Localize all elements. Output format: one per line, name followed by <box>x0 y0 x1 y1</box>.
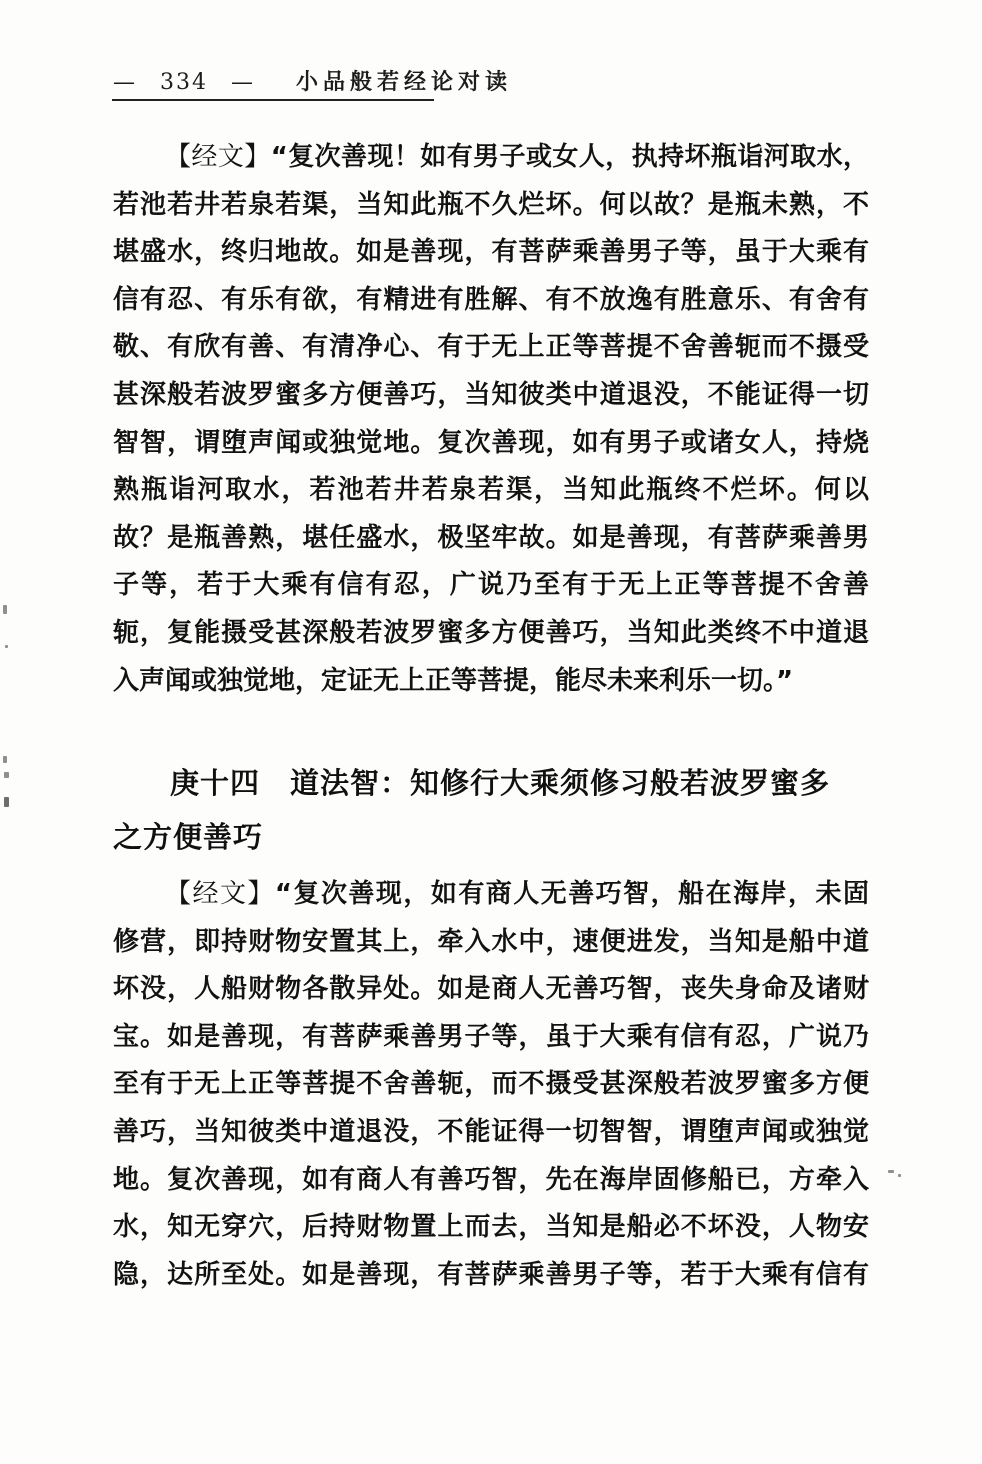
text-line: 入声闻或独觉地，定证无上正等菩提，能尽未来利乐一切。” <box>113 665 794 696</box>
scan-speck <box>3 756 7 763</box>
text-line-content: “复次善现！如有男子或女人，执持坏瓶诣河取水， <box>270 142 869 172</box>
text-line: 修营，即持财物安置其上，牵入水中，速便进发，当知是船中道 <box>113 926 869 957</box>
scan-speck <box>5 645 8 648</box>
section-heading <box>113 756 875 864</box>
text-line: 宝。如是善现，有菩萨乘善男子等，虽于大乘有信有忍，广说乃 <box>113 1021 869 1052</box>
text-line: 坏没，人船财物各散异处。如是商人无善巧智，丧失身命及诸财 <box>113 974 869 1005</box>
text-line: 隐，达所至处。如是善现，有菩萨乘善男子等，若于大乘有信有 <box>113 1259 869 1290</box>
scan-speck <box>888 1170 894 1173</box>
book-title: 小品般若经论对读 <box>295 69 512 95</box>
text-line: 若池若井若泉若渠，当知此瓶不久烂坏。何以故？是瓶未熟，不 <box>113 189 869 220</box>
text-line: 轭，复能摄受甚深般若波罗蜜多方便善巧，当知此类终不中道退 <box>113 617 869 648</box>
text-line: 地。复次善现，如有商人有善巧智，先在海岸固修船已，方牵入 <box>113 1164 869 1195</box>
text-line: 子等，若于大乘有信有忍，广说乃至有于无上正等菩提不舍善 <box>113 570 869 601</box>
section-heading-line-2: 之方便善巧 <box>113 820 264 854</box>
text-line: 熟瓶诣河取水，若池若井若泉若渠，当知此瓶终不烂坏。何以 <box>113 475 869 506</box>
text-line: 堪盛水，终归地故。如是善现，有菩萨乘善男子等，虽于大乘有 <box>113 237 869 268</box>
text-line: 善巧，当知彼类中道退没，不能证得一切智智，谓堕声闻或独觉 <box>113 1116 869 1147</box>
text-line: 故？是瓶善熟，堪任盛水，极坚牢故。如是善现，有菩萨乘善男 <box>113 522 869 553</box>
page-number: — 334 — <box>113 70 255 95</box>
page-header <box>113 68 873 97</box>
sutra-paragraph-2 <box>113 871 869 1299</box>
section-heading-line-1: 庚十四 道法智：知修行大乘须修习般若波罗蜜多 <box>170 766 831 800</box>
scan-speck <box>898 1174 901 1177</box>
scripture-label: 【经文】 <box>165 142 271 172</box>
sutra-paragraph-1 <box>113 134 869 705</box>
text-line <box>113 871 869 919</box>
scripture-label: 【经文】 <box>165 879 275 909</box>
text-line: 信有忍、有乐有欲，有精进有胜解、有不放逸有胜意乐、有舍有 <box>113 284 869 315</box>
text-line: 水，知无穿穴，后持财物置上而去，当知是船必不坏没，人物安 <box>113 1212 869 1243</box>
text-line: 敬、有欣有善、有清净心、有于无上正等菩提不舍善轭而不摄受 <box>113 332 869 363</box>
header-rule <box>112 99 434 101</box>
text-line: 甚深般若波罗蜜多方便善巧，当知彼类中道退没，不能证得一切 <box>113 379 869 410</box>
text-line: 至有于无上正等菩提不舍善轭，而不摄受甚深般若波罗蜜多方便 <box>113 1069 869 1100</box>
text-line-content: “复次善现，如有商人无善巧智，船在海岸，未固 <box>274 879 869 909</box>
text-line <box>113 134 869 182</box>
text-line: 智智，谓堕声闻或独觉地。复次善现，如有男子或诸女人，持烧 <box>113 427 869 458</box>
scan-speck <box>3 605 7 614</box>
scan-speck <box>4 797 9 807</box>
scan-speck <box>4 772 9 778</box>
